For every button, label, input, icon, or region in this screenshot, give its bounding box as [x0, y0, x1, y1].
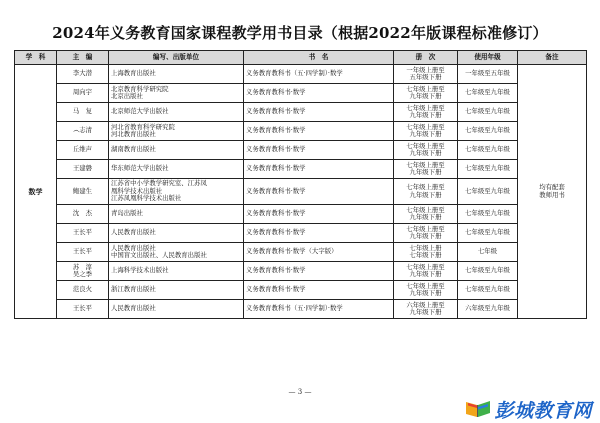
- cell-line: 苏 淳: [72, 262, 93, 271]
- book-title-cell: 义务教育教科书·数学: [244, 141, 394, 160]
- table-row: [15, 122, 587, 141]
- book-title-cell: 义务教育教科书·数学: [244, 262, 394, 281]
- header-grade: 使用年级: [458, 51, 518, 65]
- book-title-cell: 义务教育教科书·数学: [244, 205, 394, 224]
- publisher-cell: [109, 205, 244, 224]
- cell-line: 九年级下册: [409, 190, 442, 199]
- book-title-cell: 义务教育教科书·数学: [244, 179, 394, 205]
- editor-cell: [57, 122, 109, 141]
- volume-cell: [394, 141, 458, 160]
- book-title-cell: 义务教育教科书·数学: [244, 122, 394, 141]
- subject-cell: 数学: [15, 65, 57, 319]
- cell-line: 浙江教育出版社: [111, 285, 156, 294]
- watermark-logo: [465, 396, 592, 423]
- editor-cell: [57, 243, 109, 262]
- cell-line: 七年级上册至: [406, 141, 445, 150]
- cell-line: 华东师范大学出版社: [111, 164, 169, 173]
- cell-line: 九年级下册: [409, 149, 442, 157]
- cell-line: 上海教育出版社: [111, 69, 156, 78]
- publisher-cell: [109, 122, 244, 141]
- grade-cell: 七年级至九年级: [458, 122, 518, 141]
- cell-line: 九年级下册: [409, 232, 442, 240]
- cell-line: 一年级上册至: [406, 65, 445, 74]
- cell-line: 九年级下册: [409, 92, 442, 100]
- grade-cell: 七年级至九年级: [458, 262, 518, 281]
- editor-cell: [57, 103, 109, 122]
- cell-line: 河北省教育科学研究院: [111, 122, 175, 131]
- cell-line: 九年级下册: [409, 289, 442, 297]
- cell-line: 人民教育出版社: [111, 228, 156, 237]
- cell-line: 王建磐: [72, 164, 93, 173]
- cell-line: 五年级下册: [409, 73, 442, 81]
- cell-line: 沈 杰: [72, 209, 93, 218]
- volume-cell: [394, 281, 458, 300]
- book-title-cell: 义务教育教科书·数学: [244, 224, 394, 243]
- table-row: [15, 205, 587, 224]
- volume-cell: [394, 224, 458, 243]
- table-body: [15, 65, 587, 319]
- cell-line: 王长平: [72, 247, 93, 256]
- publisher-cell: [109, 179, 244, 205]
- cell-line: ෴志清: [73, 126, 92, 135]
- cell-line: 北京出版社: [111, 92, 143, 100]
- grade-cell: 七年级至九年级: [458, 224, 518, 243]
- cell-line: 湖南教育出版社: [111, 145, 156, 154]
- editor-cell: [57, 300, 109, 319]
- cell-line: 九年级下册: [409, 213, 442, 221]
- cell-line: 河北教育出版社: [111, 130, 156, 138]
- grade-cell: 七年级至九年级: [458, 179, 518, 205]
- cell-line: 人民教育出版社: [111, 304, 156, 313]
- document-title: 2024年义务教育国家课程教学用书目录（根据2022年版课程标准修订）: [52, 24, 548, 42]
- book-title-cell: 义务教育教科书（五·四学制）·数学: [244, 65, 394, 84]
- grade-cell: 七年级至九年级: [458, 281, 518, 300]
- table-row: [15, 281, 587, 300]
- editor-cell: [57, 65, 109, 84]
- cell-line: 中国盲文出版社、人民教育出版社: [111, 251, 207, 259]
- cell-line: 七年级上册至: [406, 262, 445, 271]
- watermark-text: 彭城教育网: [494, 400, 592, 422]
- cell-line: 江苏省中小学教学研究室、江苏凤: [111, 179, 207, 188]
- table-row: [15, 141, 587, 160]
- cell-line: 九年级下册: [409, 270, 442, 278]
- volume-cell: [394, 262, 458, 281]
- cell-line: 凰科学技术出版社: [111, 186, 163, 195]
- cell-line: 七年级上册至: [406, 84, 445, 93]
- volume-cell: [394, 205, 458, 224]
- book-title-cell: 义务教育教科书·数学: [244, 103, 394, 122]
- publisher-cell: [109, 224, 244, 243]
- editor-cell: [57, 262, 109, 281]
- publisher-cell: [109, 103, 244, 122]
- cell-line: 九年级下册: [409, 111, 442, 119]
- header-subject: 学 科: [15, 51, 57, 65]
- table-row: [15, 243, 587, 262]
- volume-cell: [394, 160, 458, 179]
- textbook-catalog-table: [14, 50, 587, 319]
- cell-line: 北京教育科学研究院: [111, 84, 169, 93]
- cell-line: 范良火: [72, 285, 93, 294]
- publisher-cell: [109, 281, 244, 300]
- cell-line: 七年级上册至: [406, 122, 445, 131]
- editor-cell: [57, 224, 109, 243]
- volume-cell: [394, 179, 458, 205]
- table-row: [15, 262, 587, 281]
- cell-line: 李大潜: [72, 69, 93, 78]
- editor-cell: [57, 179, 109, 205]
- table-row: [15, 84, 587, 103]
- cell-line: 九年级下册: [409, 130, 442, 138]
- table-row: [15, 103, 587, 122]
- cell-line: 青岛出版社: [111, 209, 143, 218]
- editor-cell: [57, 84, 109, 103]
- header-volume: 册 次: [394, 51, 458, 65]
- publisher-cell: [109, 243, 244, 262]
- cell-line: 丘维声: [72, 145, 93, 154]
- grade-cell: 七年级至九年级: [458, 84, 518, 103]
- editor-cell: [57, 141, 109, 160]
- volume-cell: [394, 103, 458, 122]
- grade-cell: 六年级至九年级: [458, 300, 518, 319]
- cell-line: 七年级上册至: [406, 103, 445, 112]
- table-header-row: [15, 51, 587, 65]
- remark-cell: [518, 65, 587, 319]
- table-row: [15, 224, 587, 243]
- cell-line: 九年级下册: [409, 168, 442, 176]
- volume-cell: [394, 300, 458, 319]
- volume-cell: [394, 243, 458, 262]
- header-remark: 备注: [518, 51, 587, 65]
- publisher-cell: [109, 300, 244, 319]
- volume-cell: [394, 122, 458, 141]
- cell-line: 马 复: [72, 107, 93, 116]
- header-publisher: 编写、出版单位: [109, 51, 244, 65]
- publisher-cell: [109, 84, 244, 103]
- header-book-title: 书 名: [244, 51, 394, 65]
- editor-cell: [57, 160, 109, 179]
- header-editor: 主 编: [57, 51, 109, 65]
- cell-line: 教师用书: [539, 190, 565, 199]
- cell-line: 王长平: [72, 228, 93, 237]
- table-row: [15, 179, 587, 205]
- cell-line: 六年级上册至: [406, 300, 445, 309]
- cell-line: 九年级下册: [409, 308, 442, 316]
- book-title-cell: 义务教育教科书（五·四学制）·数学: [244, 300, 394, 319]
- grade-cell: 七年级至九年级: [458, 103, 518, 122]
- volume-cell: [394, 65, 458, 84]
- cell-line: 吴之季: [72, 270, 93, 278]
- cell-line: 七年级上册至: [406, 205, 445, 214]
- publisher-cell: [109, 160, 244, 179]
- table-row: [15, 300, 587, 319]
- cell-line: 均有配套: [539, 183, 565, 192]
- table-row: [15, 160, 587, 179]
- books-icon: [465, 398, 491, 422]
- publisher-cell: [109, 65, 244, 84]
- cell-line: 七年级上册至: [406, 281, 445, 290]
- editor-cell: [57, 281, 109, 300]
- cell-line: 七年级上册至: [406, 160, 445, 169]
- grade-cell: 七年级: [458, 243, 518, 262]
- grade-cell: 七年级至九年级: [458, 141, 518, 160]
- cell-line: 七年级上册: [409, 243, 442, 252]
- cell-line: 王长平: [72, 304, 93, 313]
- book-title-cell: 义务教育教科书·数学: [244, 160, 394, 179]
- cell-line: 北京师范大学出版社: [111, 107, 169, 116]
- cell-line: 周向宇: [72, 88, 93, 97]
- cell-line: 七年级上册至: [406, 224, 445, 233]
- cell-line: 七年级下册: [409, 251, 442, 259]
- cell-line: 人民教育出版社: [111, 243, 156, 252]
- table-row: [15, 65, 587, 84]
- grade-cell: 一年级至五年级: [458, 65, 518, 84]
- cell-line: 上海科学技术出版社: [111, 266, 169, 275]
- book-title-cell: 义务教育教科书·数学: [244, 84, 394, 103]
- editor-cell: [57, 205, 109, 224]
- publisher-cell: [109, 262, 244, 281]
- cell-line: 鲍建生: [72, 186, 93, 195]
- grade-cell: 七年级至九年级: [458, 205, 518, 224]
- book-title-cell: 义务教育教科书·数学: [244, 281, 394, 300]
- cell-line: 七年级上册至: [406, 183, 445, 192]
- volume-cell: [394, 84, 458, 103]
- page-number: — 3 —: [288, 388, 312, 396]
- cell-line: 江苏凤凰科学技术出版社: [111, 194, 182, 203]
- grade-cell: 七年级至九年级: [458, 160, 518, 179]
- book-title-cell: 义务教育教科书·数学（大字版）: [244, 243, 394, 262]
- publisher-cell: [109, 141, 244, 160]
